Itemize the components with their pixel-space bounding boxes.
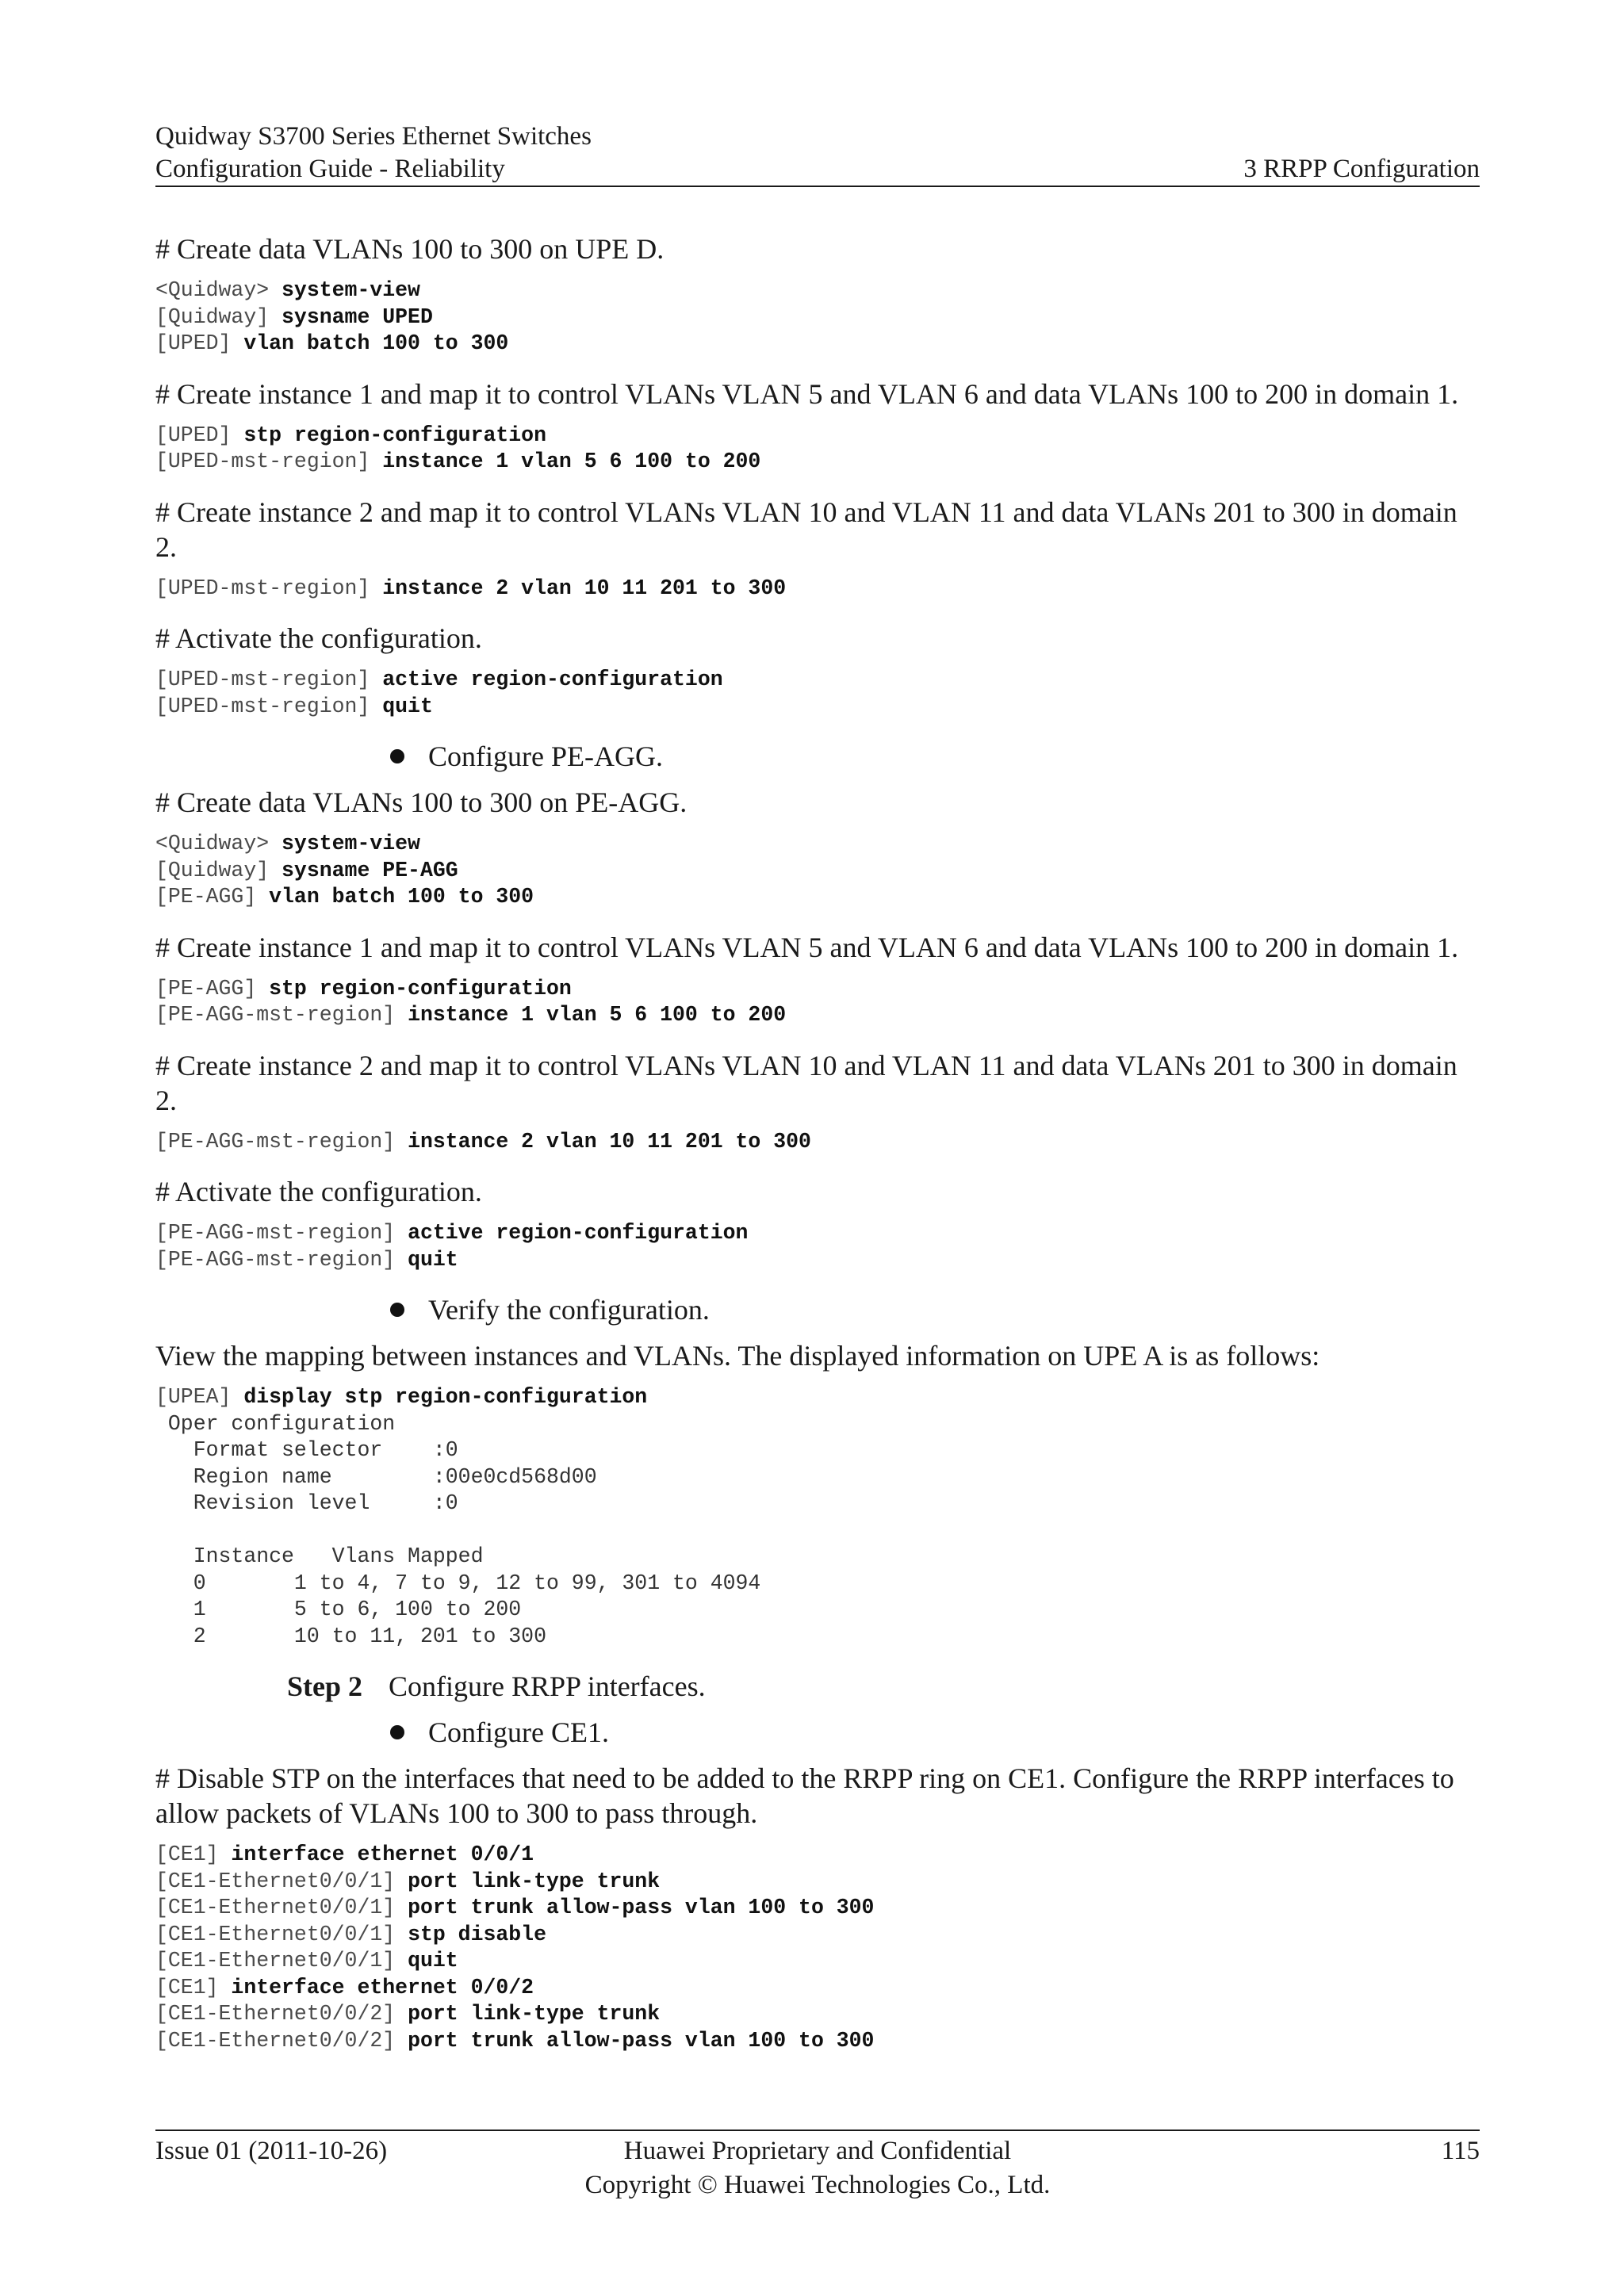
step-text: Configure RRPP interfaces. (389, 1670, 706, 1702)
cli-prompt: [PE-AGG-mst-region] (155, 1221, 408, 1245)
cli-command: stp disable (408, 1922, 546, 1946)
bullet-item (428, 739, 1480, 774)
paragraph: # Create data VLANs 100 to 300 on PE-AGG. (155, 786, 688, 818)
code-line (155, 1571, 1480, 1598)
cli-output: Oper configuration (155, 1411, 396, 1436)
cli-command: port trunk allow-pass vlan 100 to 300 (408, 2028, 875, 2053)
bullet-item (428, 1292, 1480, 1327)
cli-prompt: [CE1] (155, 1975, 232, 1999)
code-block (155, 1129, 1480, 1156)
step-heading (155, 1669, 1480, 1704)
code-block (155, 1220, 1480, 1273)
cli-prompt: <Quidway> (155, 832, 282, 855)
code-line (155, 304, 1480, 331)
cli-command: display stp region-configuration (243, 1385, 648, 1409)
bullet-text: Verify the configuration. (428, 1294, 710, 1326)
cli-command: sysname PE-AGG (282, 858, 458, 882)
cli-prompt: [PE-AGG-mst-region] (155, 1247, 408, 1272)
cli-command: interface ethernet 0/0/2 (231, 1975, 534, 1999)
code-line (155, 667, 1480, 694)
paragraph: # Activate the configuration. (155, 1176, 482, 1207)
code-line (155, 449, 1480, 476)
cli-prompt: [PE-AGG] (155, 976, 270, 1001)
code-line (155, 976, 1480, 1003)
code-line (155, 831, 1480, 858)
code-block (155, 277, 1480, 358)
code-line (155, 1544, 1480, 1571)
paragraph: # Disable STP on the interfaces that need to be added to the RRPP ring on CE1. Configure the RRPP interfaces to allow packets of VLANs 100 to 300 to pass through. (155, 1762, 1454, 1829)
code-block (155, 576, 1480, 603)
cli-prompt: <Quidway> (155, 278, 282, 302)
code-line (155, 2028, 1480, 2055)
code-line (155, 331, 1480, 358)
cli-command: stp region-configuration (269, 976, 572, 1001)
cli-prompt: [CE1-Ethernet0/0/1] (155, 1949, 408, 1973)
cli-prompt: [UPED-mst-region] (155, 668, 383, 691)
code-line (155, 694, 1480, 721)
header-chapter-title: 3 RRPP Configuration (1243, 155, 1480, 183)
code-line (155, 1975, 1480, 2002)
code-line (155, 1517, 1480, 1544)
code-line (155, 1869, 1480, 1896)
footer-copyright: Copyright © Huawei Technologies Co., Ltd. (584, 2171, 1051, 2199)
code-line (155, 1842, 1480, 1869)
code-line (155, 1220, 1480, 1247)
cli-output: Instance Vlans Mapped (155, 1544, 484, 1568)
bullet-dot-icon (390, 749, 404, 763)
cli-prompt: [UPEA] (155, 1385, 244, 1409)
cli-prompt: [CE1-Ethernet0/0/1] (155, 1896, 408, 1919)
page-header (155, 119, 1480, 187)
cli-prompt: [PE-AGG-mst-region] (155, 1003, 408, 1027)
code-line (155, 1624, 1480, 1651)
cli-prompt: [UPED-mst-region] (155, 694, 383, 718)
bullet-text: Configure PE-AGG. (428, 740, 663, 772)
footer-issue: Issue 01 (2011-10-26) (155, 2137, 388, 2165)
cli-prompt: [CE1-Ethernet0/0/1] (155, 1869, 408, 1893)
code-line (155, 1002, 1480, 1029)
cli-command: instance 1 vlan 5 6 100 to 200 (408, 1003, 787, 1027)
paragraph: # Create data VLANs 100 to 300 on UPE D. (155, 233, 665, 265)
header-guide-title: Configuration Guide - Reliability (155, 155, 505, 183)
paragraph: # Activate the configuration. (155, 622, 482, 654)
cli-prompt: [UPED] (155, 331, 244, 355)
cli-command: port trunk allow-pass vlan 100 to 300 (408, 1896, 875, 1919)
cli-output: 1 5 to 6, 100 to 200 (155, 1598, 522, 1621)
code-line (155, 1948, 1480, 1975)
cli-output: 2 10 to 11, 201 to 300 (155, 1624, 546, 1648)
code-line (155, 576, 1480, 603)
code-line (155, 277, 1480, 304)
cli-command: quit (408, 1949, 458, 1973)
code-line (155, 1384, 1480, 1411)
code-block (155, 831, 1480, 911)
bullet-dot-icon (390, 1725, 404, 1739)
paragraph: # Create instance 2 and map it to control VLANs VLAN 10 and VLAN 11 and data VLANs 201 to 300 in domain 2. (155, 1049, 1457, 1116)
document-body (155, 232, 1480, 2073)
cli-prompt: [UPED-mst-region] (155, 450, 383, 473)
cli-output: Region name :00e0cd568d00 (155, 1464, 597, 1489)
cli-prompt: [PE-AGG-mst-region] (155, 1129, 408, 1154)
cli-command: instance 2 vlan 10 11 201 to 300 (408, 1129, 811, 1154)
cli-prompt: [PE-AGG] (155, 885, 270, 909)
code-line (155, 1922, 1480, 1949)
cli-prompt: [Quidway] (155, 304, 282, 329)
code-block (155, 1842, 1480, 2054)
code-line (155, 1411, 1480, 1438)
header-left (155, 121, 592, 186)
footer-page-number: 115 (1441, 2137, 1480, 2165)
cli-output: 0 1 to 4, 7 to 9, 12 to 99, 301 to 4094 (155, 1571, 761, 1595)
paragraph: # Create instance 1 and map it to control VLANs VLAN 5 and VLAN 6 and data VLANs 100 to 200 in domain 1. (155, 377, 1459, 410)
cli-command: port link-type trunk (408, 1869, 661, 1893)
cli-prompt: [UPED] (155, 423, 244, 447)
cli-prompt: [CE1-Ethernet0/0/2] (155, 2002, 408, 2026)
cli-command: active region-configuration (382, 668, 723, 691)
cli-command: port link-type trunk (408, 2002, 661, 2026)
code-block (155, 423, 1480, 476)
code-line (155, 423, 1480, 450)
code-line (155, 1597, 1480, 1624)
cli-prompt: [UPED-mst-region] (155, 576, 383, 600)
paragraph: # Create instance 1 and map it to control VLANs VLAN 5 and VLAN 6 and data VLANs 100 to 200 in domain 1. (155, 931, 1459, 963)
code-block (155, 1384, 1480, 1650)
cli-command: vlan batch 100 to 300 (269, 885, 534, 909)
cli-command: active region-configuration (408, 1221, 749, 1245)
cli-command: stp region-configuration (243, 423, 546, 447)
cli-command: interface ethernet 0/0/1 (231, 1843, 534, 1866)
code-line (155, 1437, 1480, 1464)
code-block (155, 667, 1480, 720)
cli-command: sysname UPED (282, 304, 433, 329)
cli-output: Revision level :0 (155, 1491, 458, 1515)
code-line (155, 1247, 1480, 1274)
cli-command: system-view (282, 278, 420, 302)
code-line (155, 858, 1480, 885)
code-line (155, 1490, 1480, 1517)
cli-command: quit (382, 694, 433, 718)
code-line (155, 1129, 1480, 1156)
cli-prompt: [CE1-Ethernet0/0/1] (155, 1922, 408, 1946)
code-line (155, 884, 1480, 911)
page-footer (155, 2130, 1480, 2202)
cli-output: Format selector :0 (155, 1438, 458, 1462)
code-block (155, 976, 1480, 1029)
cli-command: quit (408, 1247, 458, 1272)
cli-command: system-view (282, 832, 420, 855)
step-label: Step 2 (287, 1670, 363, 1702)
cli-prompt: [CE1-Ethernet0/0/2] (155, 2028, 408, 2053)
cli-command: vlan batch 100 to 300 (243, 331, 509, 355)
bullet-text: Configure CE1. (428, 1716, 609, 1748)
code-line (155, 2001, 1480, 2028)
footer-proprietary: Huawei Proprietary and Confidential (623, 2137, 1012, 2165)
code-line (155, 1895, 1480, 1922)
paragraph: # Create instance 2 and map it to control VLANs VLAN 10 and VLAN 11 and data VLANs 201 to 300 in domain 2. (155, 496, 1457, 563)
cli-prompt: [Quidway] (155, 858, 282, 882)
paragraph: View the mapping between instances and VLANs. The displayed information on UPE A is as follows: (155, 1340, 1320, 1372)
bullet-dot-icon (390, 1303, 404, 1317)
cli-command: instance 1 vlan 5 6 100 to 200 (382, 450, 761, 473)
bullet-item (428, 1715, 1480, 1750)
cli-prompt: [CE1] (155, 1843, 232, 1866)
header-product-title: Quidway S3700 Series Ethernet Switches (155, 122, 592, 151)
code-line (155, 1464, 1480, 1491)
cli-command: instance 2 vlan 10 11 201 to 300 (382, 576, 787, 600)
